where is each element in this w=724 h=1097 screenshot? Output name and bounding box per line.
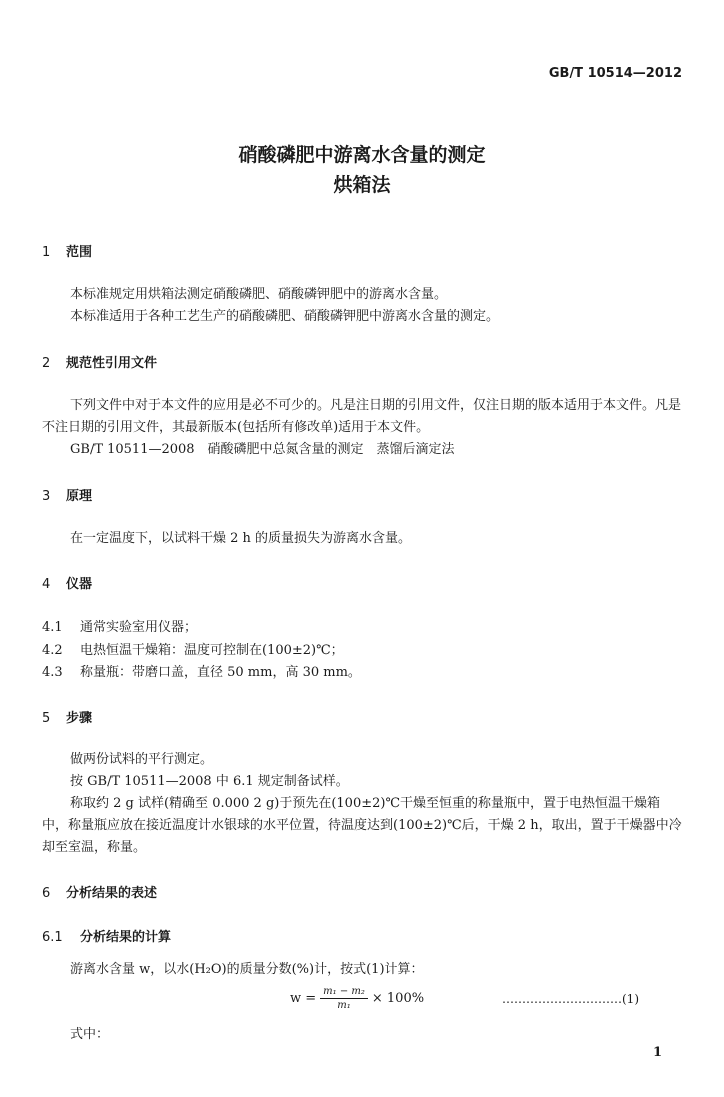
section-title: 分析结果的表述 xyxy=(66,886,158,901)
list-item xyxy=(42,616,197,635)
section-heading-1 xyxy=(42,241,92,260)
section-number: 6 xyxy=(42,886,51,901)
standard-code: GB/T 10514—2012 xyxy=(548,66,682,81)
paragraph: 本标准适用于各种工艺生产的硝酸磷肥、硝酸磷钾肥中游离水含量的测定。 xyxy=(70,309,500,324)
document-subtitle: 烘箱法 xyxy=(333,174,391,196)
section-number: 1 xyxy=(42,245,51,260)
paragraph: 在一定温度下，以试料干燥 2 h 的质量损失为游离水含量。 xyxy=(70,531,412,546)
formula xyxy=(290,986,424,1011)
equation-number: …………………………(1) xyxy=(502,992,639,1006)
page-number: 1 xyxy=(652,1045,662,1060)
formula-numerator: m₁ − m₂ xyxy=(320,986,368,999)
section-heading-4 xyxy=(42,573,92,592)
section-heading-6 xyxy=(42,882,157,901)
section-title: 范围 xyxy=(66,245,93,260)
formula-fraction xyxy=(320,986,368,1011)
subsection-title: 分析结果的计算 xyxy=(80,930,172,945)
formula-rhs: × 100% xyxy=(371,991,425,1006)
reference-entry: GB/T 10511—2008 硝酸磷肥中总氮含量的测定 蒸馏后滴定法 xyxy=(70,442,455,457)
section-title: 规范性引用文件 xyxy=(66,356,158,371)
subsection-number: 6.1 xyxy=(42,930,63,945)
item-text: 电热恒温干燥箱：温度可控制在(100±2)℃； xyxy=(80,643,344,658)
item-text: 称量瓶：带磨口盖，直径 50 mm，高 30 mm。 xyxy=(80,665,361,680)
paragraph: 本标准规定用烘箱法测定硝酸磷肥、硝酸磷钾肥中的游离水含量。 xyxy=(70,287,448,302)
section-heading-2 xyxy=(42,352,157,371)
section-number: 2 xyxy=(42,356,51,371)
formula-lhs: w = xyxy=(290,991,317,1006)
section-number: 4 xyxy=(42,577,51,592)
section-heading-5 xyxy=(42,707,92,726)
document-title: 硝酸磷肥中游离水含量的测定 xyxy=(238,144,486,166)
item-text: 通常实验室用仪器； xyxy=(80,620,198,635)
paragraph: 式中： xyxy=(70,1027,110,1042)
section-heading-3 xyxy=(42,485,92,504)
section-number: 3 xyxy=(42,489,51,504)
section-title: 原理 xyxy=(66,489,93,504)
item-number: 4.3 xyxy=(42,665,63,680)
formula-denominator: m₁ xyxy=(337,1000,351,1011)
paragraph: 按 GB/T 10511—2008 中 6.1 规定制备试样。 xyxy=(70,774,349,789)
list-item xyxy=(42,639,344,658)
subsection-heading-6-1 xyxy=(42,926,171,945)
section-number: 5 xyxy=(42,711,51,726)
section-title: 仪器 xyxy=(66,577,93,592)
paragraph: 游离水含量 w，以水(H₂O)的质量分数(%)计，按式(1)计算： xyxy=(70,962,424,977)
paragraph: 称取约 2 g 试样(精确至 0.000 2 g)于预先在(100±2)℃干燥至恒重的称量瓶中，置于电热恒温干燥箱中，称量瓶应放在接近温度计水银球的水平位置，待温度达到(100±2)℃后，干燥 2 h，取出，置于干燥器中冷却至室温，称量。 xyxy=(42,796,682,855)
paragraph: 下列文件中对于本文件的应用是必不可少的。凡是注日期的引用文件，仅注日期的版本适用于本文件。凡是不注日期的引用文件，其最新版本(包括所有修改单)适用于本文件。 xyxy=(42,398,682,435)
list-item xyxy=(42,661,361,680)
paragraph: 做两份试料的平行测定。 xyxy=(70,752,214,767)
item-number: 4.2 xyxy=(42,643,63,658)
section-title: 步骤 xyxy=(66,711,93,726)
item-number: 4.1 xyxy=(42,620,63,635)
